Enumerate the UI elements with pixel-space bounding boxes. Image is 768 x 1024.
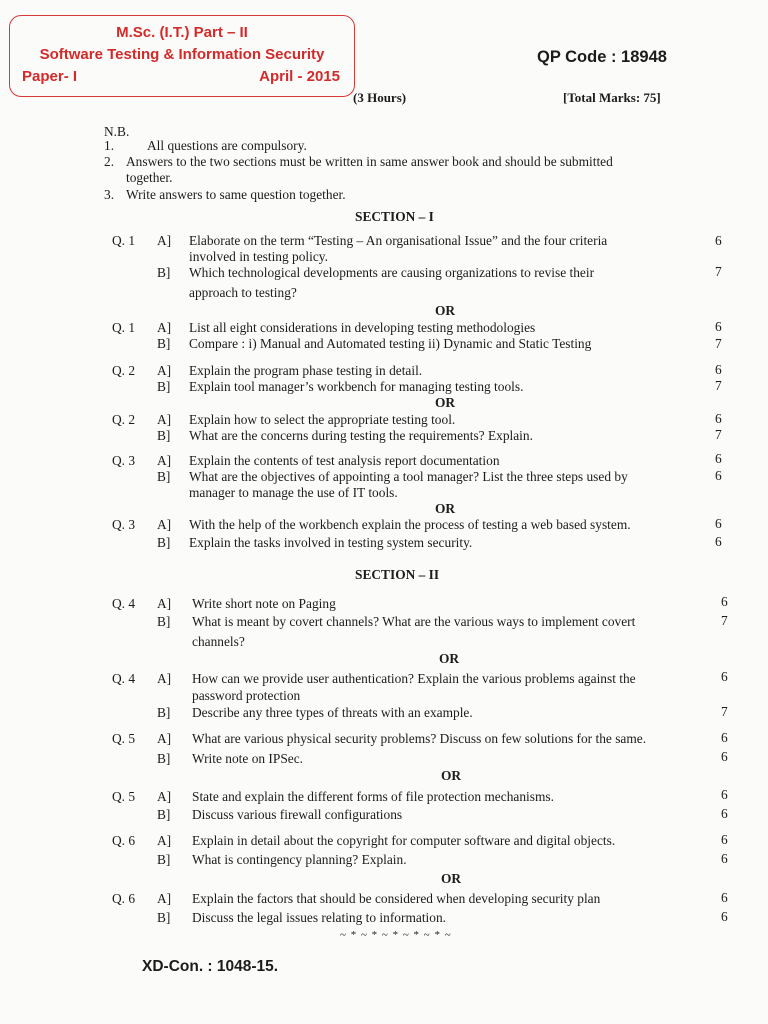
question-marks: 6 (715, 534, 722, 549)
question-part: A] (157, 453, 172, 468)
question-text: Explain the factors that should be considered when developing security plan (192, 891, 601, 906)
question-text: Explain the program phase testing in detail. (189, 363, 423, 378)
question-number: Q. 2 (112, 412, 136, 427)
question-number: Q. 6 (112, 891, 136, 906)
question-text: What are the concerns during testing the requirements? Explain. (189, 428, 533, 443)
instruction-text: Write answers to same question together. (126, 187, 346, 202)
question-text-cont: involved in testing policy. (189, 249, 328, 264)
question-text: Discuss various firewall configurations (192, 807, 403, 822)
question-part: B] (157, 469, 171, 484)
question-number: Q. 2 (112, 363, 136, 378)
question-number: Q. 4 (112, 671, 136, 686)
question-text-cont: password protection (192, 688, 301, 703)
question-number: Q. 1 (112, 233, 136, 248)
or-separator: OR (441, 871, 462, 886)
question-marks: 6 (721, 787, 728, 802)
total-marks: [Total Marks: 75] (563, 90, 661, 105)
nb-label: N.B. (104, 124, 130, 139)
question-marks: 6 (715, 468, 722, 483)
or-separator: OR (435, 501, 456, 516)
question-number: Q. 5 (112, 789, 136, 804)
question-marks: 7 (715, 427, 722, 442)
question-part: A] (157, 363, 172, 378)
question-text: Explain in detail about the copyright for computer software and digital objects. (192, 833, 616, 848)
or-separator: OR (435, 395, 456, 410)
question-text: With the help of the workbench explain the process of testing a web based system. (189, 517, 631, 532)
question-marks: 6 (715, 319, 722, 334)
question-part: B] (157, 852, 171, 867)
instruction-text: Answers to the two sections must be written in same answer book and should be submitted (126, 154, 613, 169)
question-marks: 7 (715, 378, 722, 393)
question-part: A] (157, 671, 172, 686)
question-text-cont: channels? (192, 634, 245, 649)
question-part: B] (157, 336, 171, 351)
question-marks: 6 (715, 233, 722, 248)
section-heading: SECTION – I (355, 209, 434, 224)
paper-title-box (9, 15, 355, 97)
question-text-cont: manager to manage the use of IT tools. (189, 485, 398, 500)
question-marks: 7 (721, 704, 728, 719)
question-part: A] (157, 320, 172, 335)
question-part: B] (157, 614, 171, 629)
question-marks: 6 (721, 909, 728, 924)
question-text: Write note on IPSec. (192, 751, 304, 766)
question-marks: 6 (721, 730, 728, 745)
question-marks: 6 (721, 806, 728, 821)
question-part: B] (157, 265, 171, 280)
question-number: Q. 4 (112, 596, 136, 611)
question-part: A] (157, 789, 172, 804)
qp-code: QP Code : 18948 (537, 48, 667, 66)
question-text: Compare : i) Manual and Automated testing ii) Dynamic and Static Testing (189, 336, 592, 351)
question-marks: 6 (721, 851, 728, 866)
question-part: A] (157, 891, 172, 906)
question-text: Explain the contents of test analysis report documentation (189, 453, 500, 468)
session-label: April - 2015 (259, 68, 340, 85)
question-number: Q. 5 (112, 731, 136, 746)
question-text: What is contingency planning? Explain. (192, 852, 407, 867)
question-part: A] (157, 731, 172, 746)
question-text: List all eight considerations in developing testing methodologies (189, 320, 536, 335)
question-text: Discuss the legal issues relating to information. (192, 910, 447, 925)
question-text: What is meant by covert channels? What are the various ways to implement covert (192, 614, 636, 629)
question-marks: 6 (715, 516, 722, 531)
instruction-num: 2. (104, 154, 115, 169)
question-part: A] (157, 412, 172, 427)
question-marks: 6 (715, 411, 722, 426)
question-marks: 6 (721, 890, 728, 905)
instruction-num: 1. (104, 138, 115, 153)
question-marks: 7 (715, 264, 722, 279)
paper-label: Paper- I (22, 68, 78, 85)
question-text: What are the objectives of appointing a tool manager? List the three steps used by (189, 469, 628, 484)
question-text: Explain tool manager’s workbench for managing testing tools. (189, 379, 524, 394)
question-marks: 6 (721, 749, 728, 764)
question-part: B] (157, 910, 171, 925)
question-part: B] (157, 535, 171, 550)
question-part: B] (157, 428, 171, 443)
end-mark: ~ * ~ * ~ * ~ * ~ * ~ (340, 929, 452, 941)
question-part: B] (157, 705, 171, 720)
question-marks: 7 (721, 613, 728, 628)
question-text: Which technological developments are causing organizations to revise their (189, 265, 595, 280)
question-text: Explain how to select the appropriate testing tool. (189, 412, 456, 427)
course-title: M.Sc. (I.T.) Part – II (116, 24, 248, 41)
question-number: Q. 3 (112, 517, 136, 532)
question-marks: 6 (721, 832, 728, 847)
question-text-cont: approach to testing? (189, 285, 297, 300)
instruction-text: All questions are compulsory. (147, 138, 307, 153)
question-part: A] (157, 596, 172, 611)
or-separator: OR (435, 303, 456, 318)
question-number: Q. 1 (112, 320, 136, 335)
question-marks: 6 (715, 362, 722, 377)
subject-title: Software Testing & Information Security (39, 46, 325, 63)
footer-code: XD-Con. : 1048-15. (142, 958, 279, 975)
question-text: Explain the tasks involved in testing system security. (189, 535, 473, 550)
question-part: B] (157, 807, 171, 822)
question-marks: 6 (715, 451, 722, 466)
instruction-text-cont: together. (126, 170, 173, 185)
question-marks: 7 (715, 336, 722, 351)
question-part: B] (157, 379, 171, 394)
question-part: A] (157, 517, 172, 532)
question-text: Write short note on Paging (192, 596, 336, 611)
duration: (3 Hours) (353, 90, 407, 105)
or-separator: OR (441, 768, 462, 783)
question-text: Elaborate on the term “Testing – An organisational Issue” and the four criteria (189, 233, 608, 248)
question-text: State and explain the different forms of file protection mechanisms. (192, 789, 554, 804)
question-marks: 6 (721, 669, 728, 684)
question-part: B] (157, 751, 171, 766)
section-heading: SECTION – II (355, 567, 440, 582)
question-number: Q. 6 (112, 833, 136, 848)
instruction-num: 3. (104, 187, 115, 202)
question-part: A] (157, 233, 172, 248)
question-text: How can we provide user authentication? Explain the various problems against the (192, 671, 636, 686)
question-marks: 6 (721, 594, 728, 609)
question-text: Describe any three types of threats with an example. (192, 705, 473, 720)
or-separator: OR (439, 651, 460, 666)
question-number: Q. 3 (112, 453, 136, 468)
question-text: What are various physical security problems? Discuss on few solutions for the same. (192, 731, 647, 746)
question-part: A] (157, 833, 172, 848)
